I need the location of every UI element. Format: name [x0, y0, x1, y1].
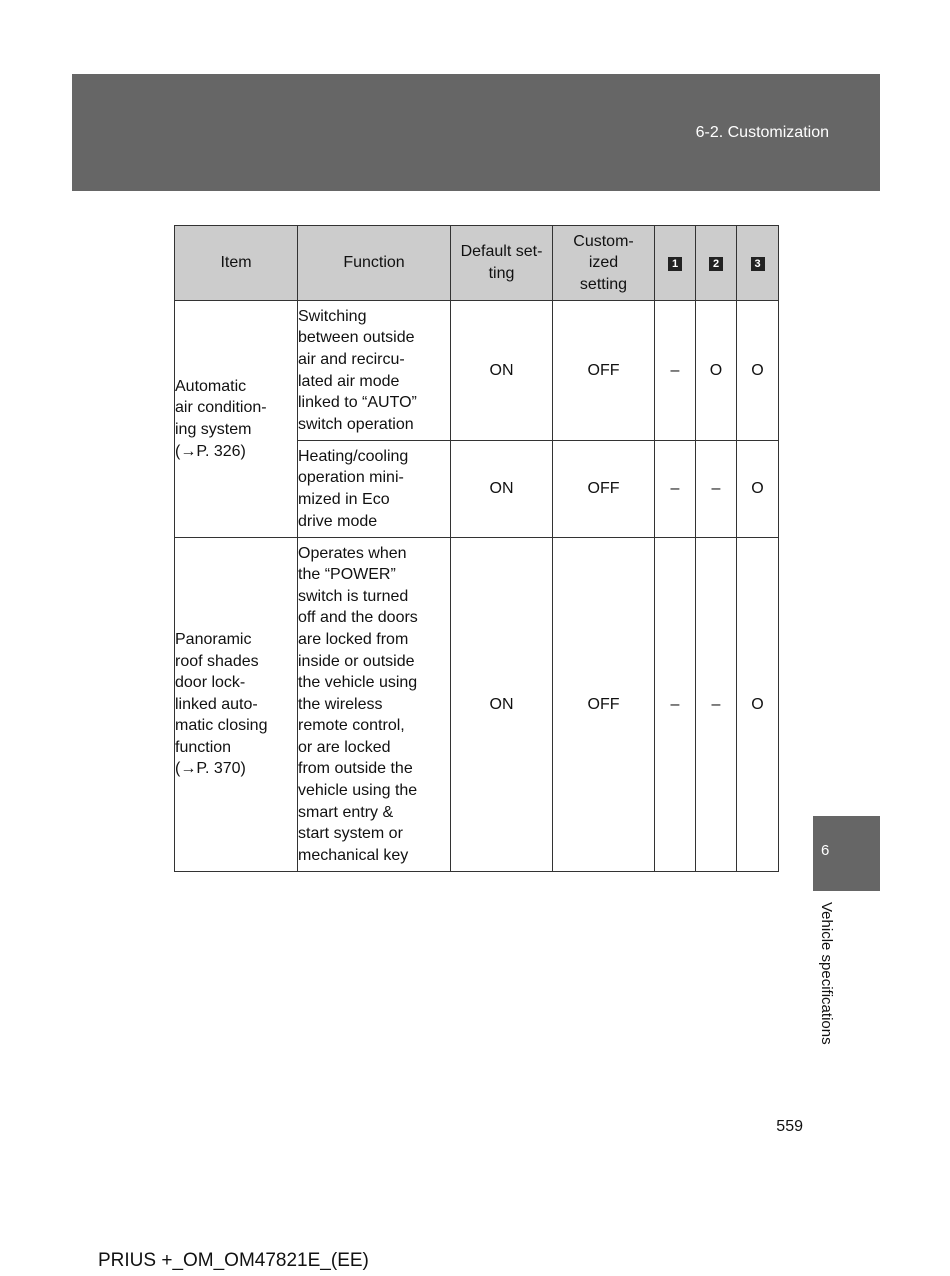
- header-customized-setting: Custom- ized setting: [553, 226, 655, 301]
- default-cell: ON: [451, 441, 553, 538]
- table-header-row: [175, 226, 779, 301]
- default-cell: ON: [451, 538, 553, 872]
- header-item: Item: [175, 226, 298, 301]
- item-cell: Panoramic roof shades door lock- linked auto- matic closing function (→P. 370): [175, 538, 298, 872]
- table-row: [175, 538, 779, 872]
- col1-cell: –: [655, 301, 696, 441]
- header-col-3: [737, 226, 779, 301]
- function-cell: Heating/cooling operation mini- mized in Eco drive mode: [298, 441, 451, 538]
- col3-cell: O: [737, 301, 779, 441]
- item-cell: Automatic air condition- ing system (→P. 326): [175, 301, 298, 538]
- chapter-number: 6: [821, 842, 830, 859]
- number-3-badge: 3: [751, 257, 765, 271]
- function-cell: Operates when the “POWER” switch is turned off and the doors are locked from inside or outside the vehicle using the wireless remote control, or are locked from outside the vehicle using the smart entry & start system or mechanical key: [298, 538, 451, 872]
- chapter-label: Vehicle specifications: [818, 902, 835, 1045]
- customized-cell: OFF: [553, 301, 655, 441]
- customized-cell: OFF: [553, 538, 655, 872]
- document-footer: PRIUS +_OM_OM47821E_(EE): [98, 1250, 369, 1271]
- col3-cell: O: [737, 538, 779, 872]
- number-1-badge: 1: [668, 257, 682, 271]
- header-band: [72, 74, 880, 191]
- col2-cell: –: [696, 538, 737, 872]
- number-2-badge: 2: [709, 257, 723, 271]
- col2-cell: –: [696, 441, 737, 538]
- table-row: [175, 301, 779, 441]
- default-cell: ON: [451, 301, 553, 441]
- header-default-setting: Default set- ting: [451, 226, 553, 301]
- col1-cell: –: [655, 441, 696, 538]
- col1-cell: –: [655, 538, 696, 872]
- header-function: Function: [298, 226, 451, 301]
- function-cell: Switching between outside air and recircu- lated air mode linked to “AUTO” switch operation: [298, 301, 451, 441]
- customization-table: [174, 225, 779, 872]
- chapter-tab: [813, 816, 880, 891]
- section-title: 6-2. Customization: [695, 124, 829, 141]
- col2-cell: O: [696, 301, 737, 441]
- header-col-1: [655, 226, 696, 301]
- col3-cell: O: [737, 441, 779, 538]
- page-number: 559: [776, 1118, 803, 1135]
- header-col-2: [696, 226, 737, 301]
- customized-cell: OFF: [553, 441, 655, 538]
